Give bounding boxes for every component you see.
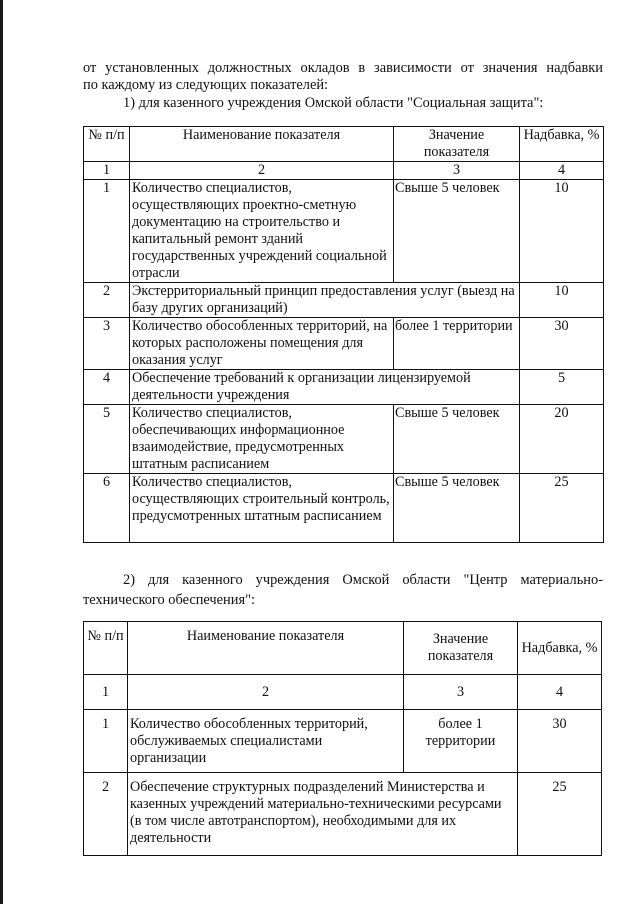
row-bonus: 25 [518, 773, 602, 856]
header-value: Значение показателя [394, 127, 520, 162]
header-name: Наименование показателя [128, 622, 404, 675]
colnum-1: 1 [84, 675, 128, 710]
colnum-1: 1 [84, 162, 130, 180]
header-num: № п/п [84, 127, 130, 162]
colnum-2: 2 [128, 675, 404, 710]
row-bonus: 30 [518, 710, 602, 773]
row-value: Свыше 5 человек [394, 180, 520, 283]
row-name: Количество обособленных территорий, на которых расположены помещения для оказания услуг [130, 318, 394, 370]
row-name: Обеспечение требований к организации лицензируемой деятельности учреждения [130, 370, 520, 405]
row-name: Экстерриториальный принцип предоставления услуг (выезд на базу других организаций) [130, 283, 520, 318]
header-value: Значение показателя [404, 622, 518, 675]
row-num: 2 [84, 283, 130, 318]
colnum-4: 4 [518, 675, 602, 710]
row-value: Свыше 5 человек [394, 474, 520, 543]
section2-table [83, 621, 602, 856]
colnum-3: 3 [404, 675, 518, 710]
page-scan-edge [0, 0, 3, 904]
row-num: 4 [84, 370, 130, 405]
column-numbers-row [84, 162, 604, 180]
table-row [84, 474, 604, 543]
section1-table [83, 126, 604, 543]
intro-line-1: от установленных должностных окладов в зависимости от значения надбавки [83, 60, 603, 76]
header-name: Наименование показателя [130, 127, 394, 162]
row-name: Количество обособленных территорий, обслуживаемых специалистами организации [128, 710, 404, 773]
colnum-4: 4 [520, 162, 604, 180]
colnum-2: 2 [130, 162, 394, 180]
table-row [84, 318, 604, 370]
header-bonus: Надбавка, % [520, 127, 604, 162]
row-value: более 1 территории [404, 710, 518, 773]
row-bonus: 30 [520, 318, 604, 370]
row-name: Обеспечение структурных подразделений Министерства и казенных учреждений материально-техническими ресурсами (в том числе автотранспортом), необходимыми для их деятельности [128, 773, 518, 856]
table-row [84, 773, 602, 856]
column-numbers-row [84, 675, 602, 710]
row-num: 1 [84, 710, 128, 773]
row-value: Свыше 5 человек [394, 405, 520, 474]
section2-heading: 2) для казенного учреждения Омской области "Центр материально-технического обеспечения": [83, 572, 603, 608]
section1-heading: 1) для казенного учреждения Омской области "Социальная защита": [123, 95, 544, 111]
table-row [84, 370, 604, 405]
intro-line-2: по каждому из следующих показателей: [83, 77, 329, 93]
table-header-row [84, 622, 602, 675]
header-num: № п/п [84, 622, 128, 675]
row-value: более 1 территории [394, 318, 520, 370]
table-row [84, 180, 604, 283]
row-bonus: 10 [520, 180, 604, 283]
row-bonus: 10 [520, 283, 604, 318]
row-num: 5 [84, 405, 130, 474]
row-name: Количество специалистов, обеспечивающих информационное взаимодействие, предусмотренных штатным расписанием [130, 405, 394, 474]
table-row [84, 710, 602, 773]
header-bonus: Надбавка, % [518, 622, 602, 675]
row-num: 3 [84, 318, 130, 370]
row-name: Количество специалистов, осуществляющих строительный контроль, предусмотренных штатным расписанием [130, 474, 394, 543]
table-header-row [84, 127, 604, 162]
row-bonus: 5 [520, 370, 604, 405]
row-num: 2 [84, 773, 128, 856]
row-num: 6 [84, 474, 130, 543]
table-row [84, 405, 604, 474]
row-bonus: 25 [520, 474, 604, 543]
colnum-3: 3 [394, 162, 520, 180]
intro-paragraph [83, 60, 603, 94]
row-bonus: 20 [520, 405, 604, 474]
row-num: 1 [84, 180, 130, 283]
row-name: Количество специалистов, осуществляющих проектно-сметную документацию на строительство и капитальный ремонт зданий государственных учреждений социальной отрасли [130, 180, 394, 283]
table-row [84, 283, 604, 318]
